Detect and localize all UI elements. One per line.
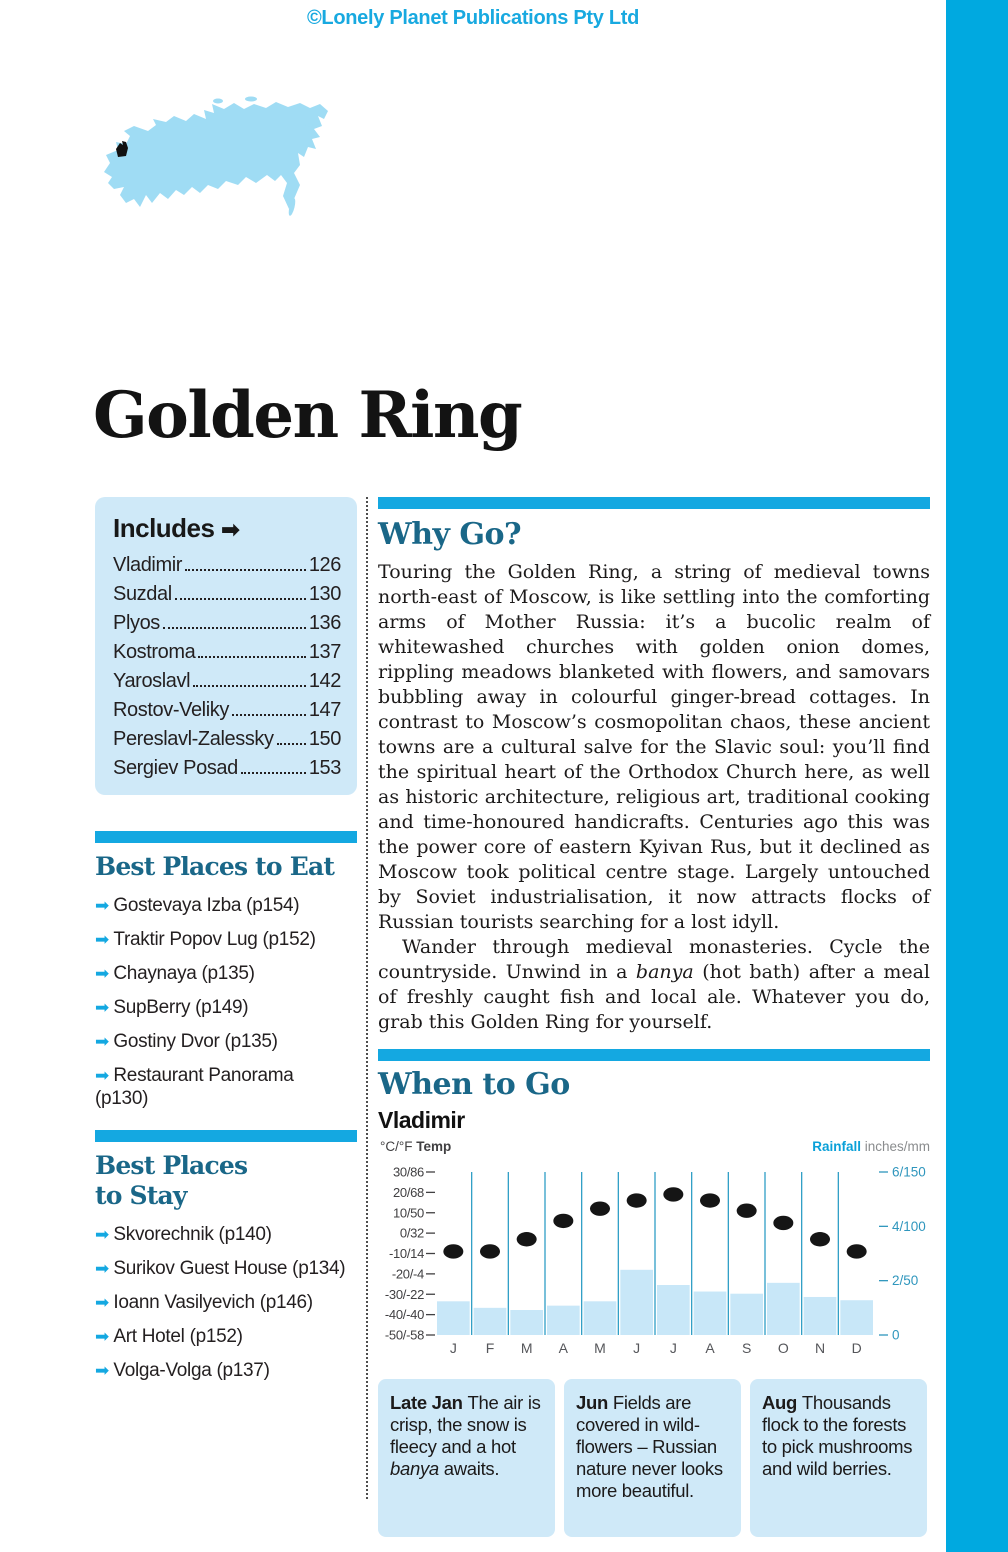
column-divider (366, 497, 368, 1499)
month-label: N (814, 1340, 826, 1356)
callout-lead: Aug (762, 1392, 802, 1413)
callout-lead: Jun (576, 1392, 613, 1413)
temp-tick-label: -20/-4 (391, 1266, 424, 1282)
temp-dot (773, 1216, 793, 1230)
temp-dot (737, 1204, 757, 1218)
includes-item (113, 754, 341, 783)
rain-tick-label: 6/150 (892, 1164, 926, 1180)
section-rule-bar (95, 1130, 357, 1142)
list-item: ➡ Traktir Popov Lug (p152) (95, 929, 316, 950)
includes-item-page: 136 (308, 612, 341, 634)
rain-bar (620, 1270, 653, 1335)
temp-dot (553, 1214, 573, 1228)
temp-dot (810, 1232, 830, 1246)
temp-tick-label: 0/32 (399, 1225, 424, 1241)
callout-box: Jun Fields are covered in wild-flowers – Russian nature never looks more beautiful. (564, 1379, 741, 1537)
rain-bar (584, 1301, 617, 1335)
temp-tick-label: 10/50 (392, 1205, 424, 1221)
best-eat-heading: Best Places to Eat (95, 852, 335, 881)
temp-dot (480, 1244, 500, 1258)
rain-bar (437, 1301, 470, 1335)
list-item: ➡ SupBerry (p149) (95, 997, 249, 1018)
rain-tick-label: 4/100 (892, 1218, 926, 1234)
russia-map-image (96, 92, 330, 248)
temp-tick-label: 20/68 (392, 1184, 424, 1200)
rain-bar (804, 1297, 837, 1335)
includes-item (113, 609, 341, 638)
page-edge-bar (946, 0, 1008, 1552)
includes-item-label: Vladimir (113, 554, 183, 576)
includes-item-page: 150 (308, 728, 341, 750)
rain-bar (767, 1283, 800, 1335)
dot-leader (198, 656, 305, 658)
includes-item-page: 142 (308, 670, 341, 692)
russia-locator-map (96, 92, 330, 248)
why-go-paragraph-1: Touring the Golden Ring, a string of medieval towns north-east of Moscow, is like settling into the comforting arms of Mother Russia: it’s a bucolic realm of whitewashed churches with golden onion domes, rippling meadows blanketed with flowers, and samovars bubbling away in colourful ginger-bread cottages. In contrast to Moscow’s cosmopolitan chaos, these ancient towns are a cultural salve for the Slavic soul: you’ll find the spiritual heart of the Orthodox Church here, as well as historic architecture, religious art, traditional cooking and time-honoured handicrafts. Centuries ago this was the power core of eastern Kyivan Rus, but it declined as Moscow took political centre stage. Largely untouched by Soviet industrialisation, it now attracts flocks of Russian tourists searching for a lost idyll. (378, 561, 930, 933)
dot-leader (193, 685, 306, 687)
rain-bar (730, 1294, 763, 1335)
arrow-bullet-icon: ➡ (95, 964, 114, 983)
includes-item-page: 137 (308, 641, 341, 663)
list-item: ➡ Volga-Volga (p137) (95, 1360, 270, 1381)
temp-dot (590, 1201, 610, 1215)
temp-dot (663, 1187, 683, 1201)
rain-bar (510, 1310, 543, 1335)
includes-item-label: Pereslavl-Zalessky (113, 728, 274, 750)
why-go-heading: Why Go? (378, 517, 522, 552)
list-item: ➡ Surikov Guest House (p134) (95, 1258, 346, 1279)
best-eat-list (95, 894, 357, 1110)
callout-box: Aug Thousands flock to the forests to pick mushrooms and wild berries. (750, 1379, 927, 1537)
temp-dot (627, 1193, 647, 1207)
includes-item (113, 551, 341, 580)
month-label: F (485, 1340, 495, 1356)
dot-leader (232, 714, 306, 716)
temp-axis-header: °C/°F Temp (380, 1139, 452, 1154)
month-label: J (633, 1340, 641, 1356)
callout-box: Late Jan The air is crisp, the snow is fleecy and a hot banya awaits. (378, 1379, 555, 1537)
arrow-bullet-icon: ➡ (95, 998, 114, 1017)
rain-bar (547, 1306, 580, 1335)
list-item: ➡ Art Hotel (p152) (95, 1326, 243, 1347)
arrow-bullet-icon: ➡ (95, 1066, 114, 1085)
rain-tick-label: 0 (892, 1327, 900, 1343)
month-label: M (594, 1340, 606, 1356)
temp-tick-label: -50/-58 (384, 1327, 424, 1343)
arrow-right-icon: ➡ (221, 517, 240, 542)
includes-item (113, 667, 341, 696)
when-to-go-heading: When to Go (378, 1067, 570, 1102)
left-column (95, 497, 357, 1393)
right-column (378, 497, 930, 1537)
includes-item (113, 638, 341, 667)
includes-item-page: 147 (308, 699, 341, 721)
climate-chart-city: Vladimir (378, 1107, 465, 1133)
dot-leader (185, 569, 306, 571)
list-item: ➡ Chaynaya (p135) (95, 963, 255, 984)
why-go-paragraph-2: Wander through medieval monasteries. Cycle the countryside. Unwind in a banya (hot bath) after a meal of freshly caught fish and local ale. Whatever you do, grab this Golden Ring for yourself. (378, 936, 930, 1033)
arrow-bullet-icon: ➡ (95, 1361, 114, 1380)
section-rule-bar (378, 497, 930, 509)
month-label: M (520, 1340, 533, 1356)
month-label: A (558, 1340, 569, 1356)
dot-leader (277, 743, 306, 745)
includes-item (113, 725, 341, 754)
includes-item-label: Plyos (113, 612, 160, 634)
best-stay-list (95, 1223, 357, 1382)
best-stay-heading: Best Places to Stay (95, 1151, 248, 1210)
rain-tick-label: 2/50 (892, 1273, 919, 1289)
rain-bar (657, 1285, 690, 1335)
arrow-bullet-icon: ➡ (95, 896, 114, 915)
section-rule-bar (95, 831, 357, 843)
temp-tick-label: -30/-22 (384, 1286, 424, 1302)
arrow-bullet-icon: ➡ (95, 1293, 114, 1312)
arrow-bullet-icon: ➡ (95, 1259, 114, 1278)
includes-item-page: 153 (308, 757, 341, 779)
month-label: J (449, 1340, 457, 1356)
temp-dot (443, 1244, 463, 1258)
list-item: ➡ Gostiny Dvor (p135) (95, 1031, 278, 1052)
list-item: ➡ Gostevaya Izba (p154) (95, 895, 300, 916)
temp-tick-label: -40/-40 (384, 1307, 424, 1323)
month-label: A (705, 1340, 715, 1356)
month-label: S (741, 1340, 752, 1356)
climate-chart (378, 1138, 930, 1366)
month-label: O (777, 1340, 789, 1356)
copyright-line: ©Lonely Planet Publications Pty Ltd (306, 7, 640, 29)
rain-bar (694, 1292, 727, 1335)
includes-item-page: 130 (308, 583, 341, 605)
dot-leader (163, 627, 306, 629)
includes-item-page: 126 (308, 554, 341, 576)
list-item: ➡ Restaurant Panorama (p130) (95, 1065, 294, 1109)
includes-item-label: Rostov-Veliky (113, 699, 229, 721)
includes-item-label: Suzdal (113, 583, 172, 605)
month-label: D (851, 1340, 862, 1356)
section-rule-bar (378, 1049, 930, 1061)
arrow-bullet-icon: ➡ (95, 1327, 114, 1346)
list-item: ➡ Skvorechnik (p140) (95, 1224, 272, 1245)
list-item: ➡ Ioann Vasilyevich (p146) (95, 1292, 313, 1313)
includes-item-label: Kostroma (113, 641, 196, 663)
dot-leader (175, 598, 306, 600)
rain-bar (840, 1300, 873, 1335)
includes-item-label: Sergiev Posad (113, 757, 238, 779)
arrow-bullet-icon: ➡ (95, 1225, 114, 1244)
includes-list (113, 551, 341, 783)
dot-leader (241, 772, 306, 774)
includes-item-label: Yaroslavl (113, 670, 191, 692)
rain-axis-header: Rainfall inches/mm (812, 1139, 930, 1154)
temp-dot (700, 1193, 720, 1207)
page-title: Golden Ring (93, 378, 522, 453)
includes-item (113, 696, 341, 725)
includes-heading-label: Includes (113, 513, 215, 543)
rain-bar (474, 1308, 507, 1335)
arrow-bullet-icon: ➡ (95, 1032, 114, 1051)
includes-item (113, 580, 341, 609)
temp-dot (517, 1232, 537, 1246)
month-label: J (669, 1340, 677, 1356)
arrow-bullet-icon: ➡ (95, 930, 114, 949)
temp-tick-label: 30/86 (392, 1164, 424, 1180)
temp-tick-label: -10/14 (388, 1246, 424, 1261)
callouts (378, 1379, 930, 1537)
includes-heading (113, 513, 341, 544)
temp-dot (847, 1244, 867, 1258)
includes-box (95, 497, 357, 795)
callout-lead: Late Jan (390, 1392, 468, 1413)
